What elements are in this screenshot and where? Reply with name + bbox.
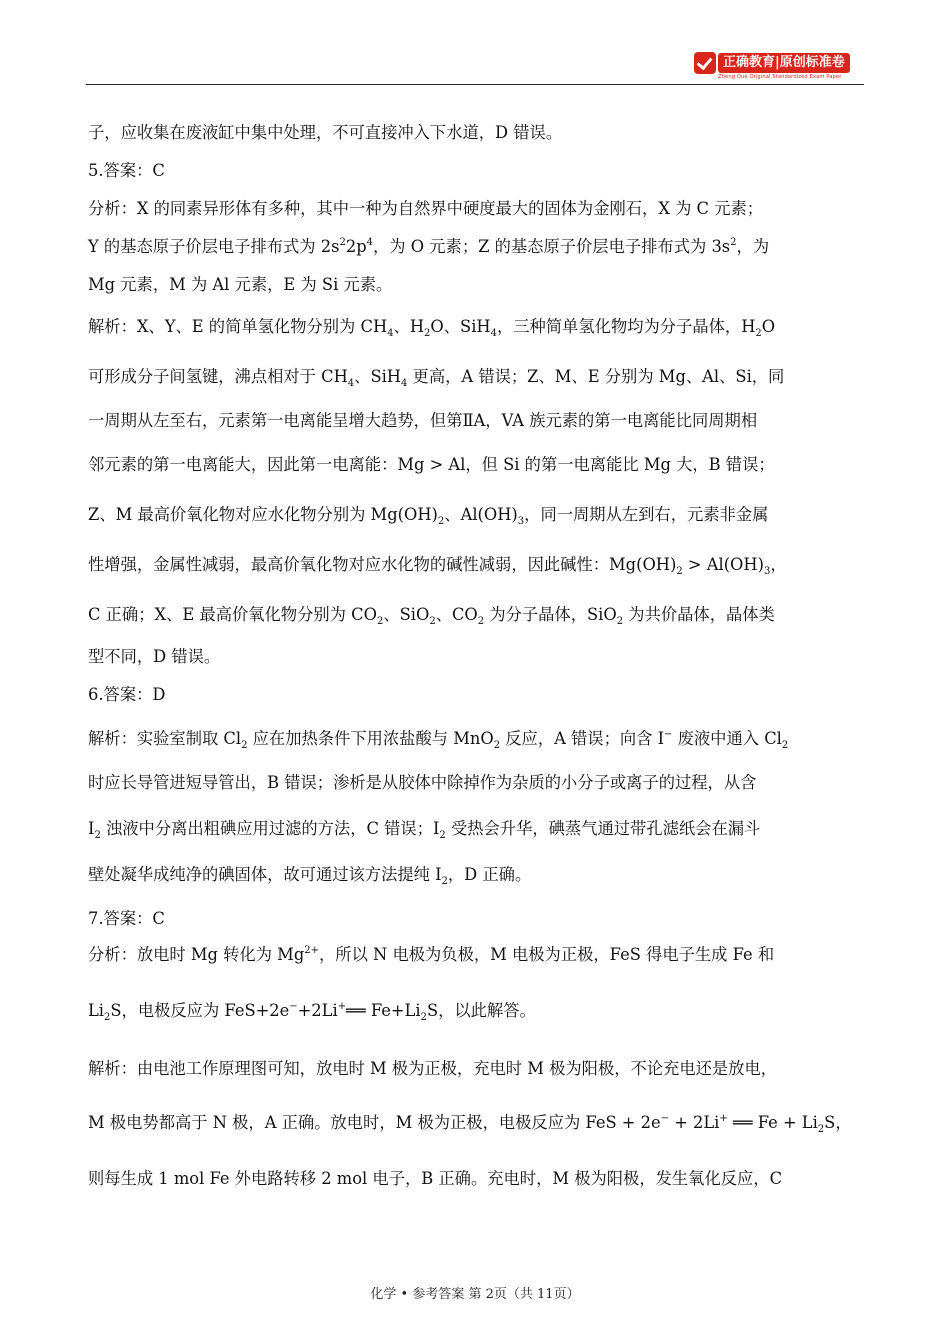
answer-heading: 7.答案：C <box>88 909 165 928</box>
checkmark-icon <box>694 52 716 74</box>
page-footer: 化学 • 参考答案 第 2页（共 11页） <box>370 1287 580 1302</box>
text-line: 则每生成 1 mol Fe 外电路转移 2 mol 电子，B 正确。充电时，M 极为阳极，发生氧化反应，C <box>88 1169 783 1188</box>
header-rule <box>86 84 864 85</box>
text-line: Z、M 最高价氧化物对应水化物分别为 $Mg(OH)_2$、$Al(OH)_3$，同一周期从左到右，元素非金属 <box>88 505 769 527</box>
text-line: $Li_2S$，电极反应为 FeS+2e−+2Li+══ $Fe+Li_2S$，以此解答。 <box>88 1001 536 1023</box>
text-line: Mg 元素，M 为 Al 元素，E 为 Si 元素。 <box>88 275 393 294</box>
text-line: 解析：X、Y、E 的简单氢化物分别为 $CH_4$、$H_2O$、SiH$_4$，三种简单氢化物均为分子晶体，$H_2O$ <box>88 317 776 339</box>
text-line: 性增强，金属性减弱，最高价氧化物对应水化物的碱性减弱，因此碱性：$Mg(OH)_2 > Al(OH)_3$， <box>88 555 787 577</box>
text-line: 可形成分子间氢键，沸点相对于 $CH_4$、SiH$_4$ 更高，A 错误；Z、M、E 分别为 Mg、Al、Si，同 <box>88 367 785 389</box>
text-line: Y 的基态原子价层电子排布式为 $2s^22p^4$，为 O 元素；Z 的基态原子价层电子排布式为 $3s^2$，为 <box>88 237 770 256</box>
text-line: $I_2$ 浊液中分离出粗碘应用过滤的方法，C 错误；$I_2$ 受热会升华，碘蒸气通过带孔滤纸会在漏斗 <box>88 819 761 841</box>
text-line: 壁处凝华成纯净的碘固体，故可通过该方法提纯 $I_2$，D 正确。 <box>88 865 532 887</box>
text-line: 一周期从左至右，元素第一电离能呈增大趋势，但第ⅡA，VA 族元素的第一电离能比同周期相 <box>88 411 758 430</box>
text-line: 分析：放电时 Mg 转化为 $Mg^{2+}$，所以 N 电极为负极，M 电极为正极，FeS 得电子生成 Fe 和 <box>88 945 775 964</box>
text-line: 子，应收集在废液缸中集中处理，不可直接冲入下水道，D 错误。 <box>88 123 563 142</box>
answer-heading: 6.答案：D <box>88 685 166 704</box>
text-line: 时应长导管进短导管出，B 错误；渗析是从胶体中除掉作为杂质的小分子或离子的过程，从含 <box>88 773 757 792</box>
text-line: M 极电势都高于 N 极，A 正确。放电时，M 极为正极，电极反应为 FeS + 2e− + 2Li+ ══ $Fe + Li_2S$， <box>88 1113 852 1135</box>
text-line: 解析：实验室制取 $Cl_2$ 应在加热条件下用浓盐酸与 MnO$_2$ 反应，A 错误；向含 I− 废液中通入 $Cl_2$ <box>88 729 789 751</box>
text-line: 分析：X 的同素异形体有多种，其中一种为自然界中硬度最大的固体为金刚石，X 为 C 元素； <box>88 199 764 218</box>
text-line: C 正确；X、E 最高价氧化物分别为 $CO_2$、SiO$_2$、$CO_2$ 为分子晶体，SiO$_2$ 为共价晶体，晶体类 <box>88 605 775 627</box>
text-line: 型不同，D 错误。 <box>88 647 221 666</box>
text-line: 解析：由电池工作原理图可知，放电时 M 极为正极，充电时 M 极为阳极，不论充电还是放电， <box>88 1059 778 1078</box>
publisher-logo <box>694 52 860 80</box>
text-line: 邻元素的第一电离能大，因此第一电离能：Mg > Al，但 Si 的第一电离能比 Mg 大，B 错误； <box>88 455 775 474</box>
logo-brand-text: 正确教育|原创标准卷 <box>718 53 850 73</box>
logo-subtitle: Zheng Que Original Standardized Exam Paper <box>718 74 842 80</box>
answer-heading: 5.答案：C <box>88 161 165 180</box>
